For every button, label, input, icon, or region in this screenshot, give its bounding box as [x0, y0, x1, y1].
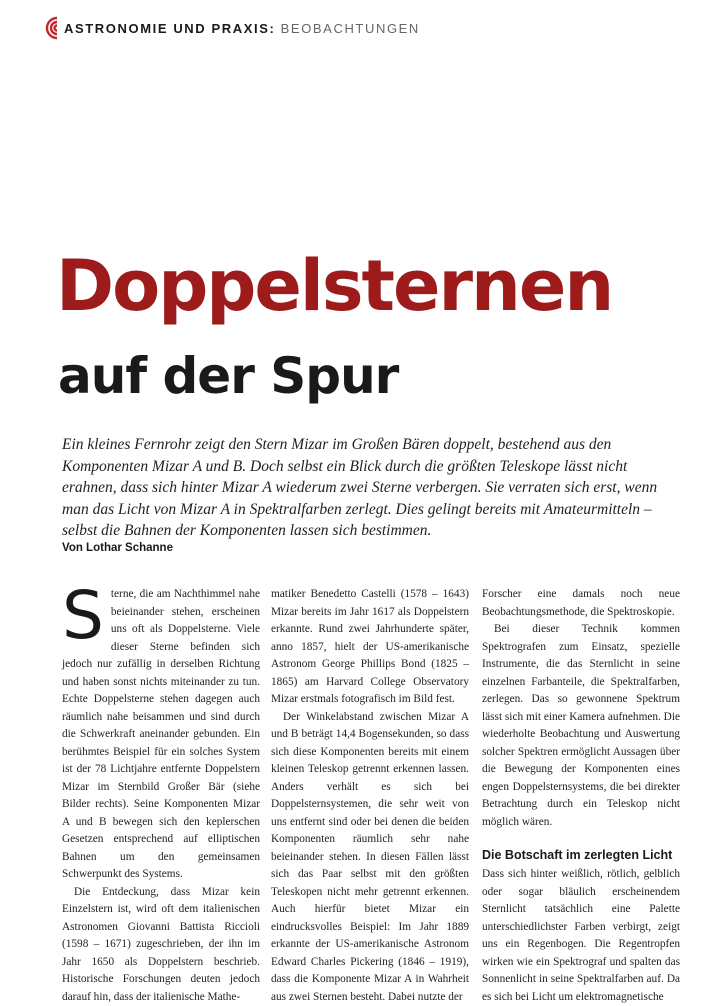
section-rubric — [38, 15, 420, 41]
body-paragraph: Dass sich hinter weißlich, rötlich, gelblich oder sogar bläulich erscheinendem Sternlicht tatsächlich eine Palette unterschiedlichster Farben verbirgt, zeigt uns ein Regenbogen. Die Regentropfen wirken wie ein Spektrograf und spalten das Sonnenlicht in seine Spektralfarben auf. Da es sich bei Licht um elektromagnetische — [482, 866, 680, 1006]
rubric-category: ASTRONOMIE UND PRAXIS: — [64, 21, 275, 36]
body-paragraph: Die Entdeckung, dass Mizar kein Einzelstern ist, wird oft dem italienischen Astronomen Giovanni Battista Riccioli (1598 – 1671) zugeschrieben, der ihn im Jahr 1650 als Doppelstern beschrieb. Historische Forschungen deuten jedoch darauf hin, dass der italienische Mathe- — [62, 884, 260, 1006]
body-paragraph — [62, 586, 260, 884]
paragraph-text: terne, die am Nachthimmel nahe beieinander stehen, erscheinen uns oft als Doppelsterne. Viele dieser Sterne befinden sich jedoch nur zufällig in derselben Richtung und haben sonst nichts miteinander zu tun. Echte Doppelsterne stehen dagegen auch räumlich nahe beisammen und sind durch die Schwerkraft aneinander gebunden. Ein berühmtes Beispiel für ein solches System ist der 78 Lichtjahre entfernte Doppelstern Mizar im Sternbild Großer Bär (siehe Bilder rechts). Seine Komponenten Mizar A und B bewegen sich den keplerschen Gesetzen entsprechend auf elliptischen Bahnen um den gemeinsamen Schwerpunkt des Systems. — [62, 588, 260, 880]
body-column-2 — [271, 586, 469, 1006]
article-title-line-1: Doppelsternen — [56, 244, 612, 328]
spiral-logo-icon — [38, 15, 58, 41]
body-paragraph: matiker Benedetto Castelli (1578 – 1643) Mizar bereits im Jahr 1617 als Doppelstern erkannte. Rund zwei Jahrhunderte später, anno 1857, hielt der US-amerikanische Astronom George Phillips Bond (1825 – 1865) am Harvard College Observatory Mizar erstmals fotografisch im Bild fest. — [271, 586, 469, 709]
body-paragraph: Forscher eine damals noch neue Beobachtungsmethode, die Spektroskopie. — [482, 586, 680, 621]
rubric-subcategory: BEOBACHTUNGEN — [281, 21, 420, 36]
body-paragraph: Bei dieser Technik kommen Spektrografen zum Einsatz, spezielle Instrumente, die das Sternlicht in seine einzelnen Farbanteile, die Spektralfarben, zerlegen. Das so gewonnene Spektrum lässt sich mit einer Kamera aufnehmen. Die wiederholte Beobachtung und Auswertung solcher Spektren ermöglicht Aussagen über die Bewegung der Komponenten eines engen Doppelsternsystems, die bei direkter Betrachtung durch ein Teleskop nicht möglich wären. — [482, 621, 680, 831]
body-column-1 — [62, 586, 260, 1006]
article-lead: Ein kleines Fernrohr zeigt den Stern Mizar im Großen Bären doppelt, bestehend aus den Komponenten Mizar A und B. Doch selbst ein Blick durch die größten Teleskope lässt nicht erahnen, dass sich hinter Mizar A wiederum zwei Sterne verbergen. Sie verraten sich erst, wenn man das Licht von Mizar A in Spektralfarben zerlegt. Dies gelingt bereits mit Amateurmitteln – selbst die Bahnen der Komponenten lassen sich bestimmen. — [62, 434, 662, 542]
drop-cap: S — [62, 588, 104, 644]
body-paragraph: Der Winkelabstand zwischen Mizar A und B beträgt 14,4 Bogensekunden, so dass sich diese Komponenten bereits mit einem kleinen Teleskop getrennt erkennen lassen. Anders verhält es sich bei Doppelsternsystemen, die sehr weit von uns entfernt sind oder bei denen die beiden Komponenten räumlich sehr nahe beieinander stehen. In diesen Fällen lässt sich das Paar selbst mit den größten Teleskopen nicht mehr getrennt erkennen. Auch hierfür bietet Mizar ein eindrucksvolles Beispiel: Im Jahr 1889 erkannte der US-amerikanische Astronom Edward Charles Pickering (1846 – 1919), dass die Komponente Mizar A in Wahrheit aus zwei Sternen besteht. Dabei nutzte der — [271, 709, 469, 1006]
author-byline: Von Lothar Schanne — [62, 542, 173, 554]
article-title-line-2: auf der Spur — [58, 344, 398, 408]
section-heading: Die Botschaft im zerlegten Licht — [482, 847, 680, 864]
body-column-3 — [482, 586, 680, 1006]
